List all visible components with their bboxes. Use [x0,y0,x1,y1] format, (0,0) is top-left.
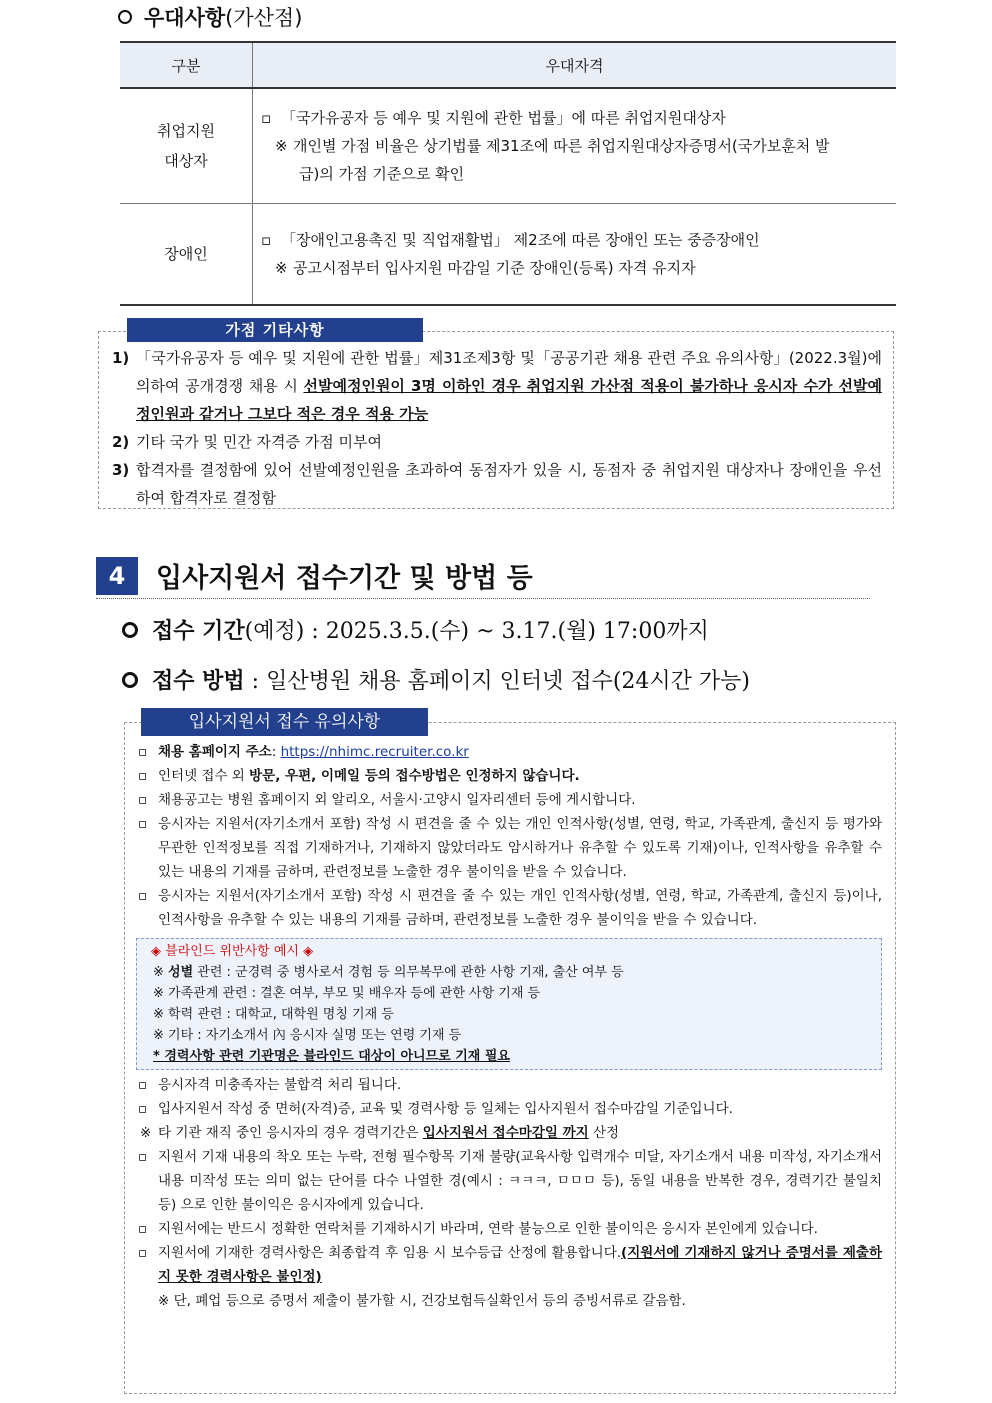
blind-mark: ※ [153,965,169,980]
period-label: 접수 기간 [152,619,245,644]
list-item [112,456,882,512]
item-text: 산정 [588,1125,620,1141]
qualification-main: ▫ 「장애인고용촉진 및 직업재활법」 제2조에 따른 장애인 또는 중증장애인 [259,226,890,254]
item-text: 인터넷 접수 외 [158,768,250,784]
blind-title: ◈ 블라인드 위반사항 예시 ◈ [151,944,314,959]
col-category-header: 구분 [120,42,253,88]
blind-item: ※ 기타 : 자기소개서 內 응시자 실명 또는 연령 기재 등 [153,1028,462,1043]
qualification-cell [253,204,897,306]
preference-heading-main: 우대사항 [144,6,226,30]
item-text: 지원서에 기재한 경력사항은 최종합격 후 임용 시 보수등급 산정에 활용합니다. [158,1245,622,1261]
list-item: ▫ 지원서에는 반드시 정확한 연락처를 기재하시기 바라며, 연락 불능으로 인한 불이익은 응시자 본인에게 있습니다. [136,1217,882,1241]
site-label: 채용 홈페이지 주소 [158,744,272,760]
list-item [136,1241,882,1289]
item-text: 「국가유공자 등 예우 및 지원에 관한 법률」제31조제3항 및「공공기관 채용 관련 주요 유의사항」(2022.3월)에 의하여 공개경쟁 채용 시 [136,349,882,395]
site-colon: : [271,744,281,760]
category-line: 장애인 [164,245,208,263]
method-label: 접수 방법 [152,669,245,694]
table-row [120,88,896,204]
notice-list [136,740,882,1313]
preference-heading-paren: (가산점) [225,6,303,30]
recruit-site-link[interactable]: https://nhimc.recruiter.co.kr [280,744,469,760]
list-item [112,344,882,428]
circle-bullet-icon [118,10,132,24]
circle-bullet-icon [122,672,138,688]
blind-example-box [136,938,882,1070]
list-item [136,1121,882,1145]
item-text-bold: 방문, 우편, 이메일 등의 접수방법은 인정하지 않습니다. [249,768,580,784]
list-item: ▫ 채용공고는 병원 홈페이지 외 알리오, 서울시·고양시 일자리센터 등에 게시합니다. [136,788,882,812]
category-line: 대상자 [164,152,208,170]
item-text: 합격자를 결정함에 있어 선발예정인원을 초과하여 동점자가 있을 시, 동점자 중 취업지원 대상자나 장애인을 우선하여 합격자로 결정함 [136,461,882,507]
table-row [120,204,896,306]
category-line: 취업지원 [157,122,215,140]
qualification-note-cont: 급)의 가점 기준으로 확인 [299,165,465,183]
notice-label: 입사지원서 접수 유의사항 [141,708,428,736]
col-qualification-header: 우대자격 [253,42,897,88]
extra-list [112,344,882,512]
blind-item: ※ 가족관계 관련 : 결혼 여부, 부모 및 배우자 등에 관한 사항 기재 등 [153,986,541,1001]
item-number: 1) [112,349,130,367]
application-period [122,614,709,645]
qualification-main: ▫ 「국가유공자 등 예우 및 지원에 관한 법률」에 따른 취업지원대상자 [259,104,890,132]
application-method [122,664,750,695]
section-title: 입사지원서 접수기간 및 방법 등 [156,563,533,594]
list-item [112,428,882,456]
list-item [136,740,882,764]
blind-item: ※ 학력 관련 : 대학교, 대학원 명칭 기재 등 [153,1007,394,1022]
list-item: ▫ 지원서 기재 내용의 착오 또는 누락, 전형 필수항목 기재 불량(교육사항 입력개수 미달, 자기소개서 내용 미작성, 자기소개서 내용 미작성 또는 의미 없는 단어를 다수 나열한 경(예시 : ㅋㅋㅋ, ㅁㅁㅁ 등), 동일 내용을 반복한 경우, 경력기간 불일치 등) 으로 인한 불이익은 응시자에게 있습니다. [136,1145,882,1217]
item-text-emphasis: 선발예정인원이 3명 이하인 경우 취업지원 가산점 적용이 불가하나 응시자 수가 선발예정인원과 같거나 그보다 적은 경우 적용 가능 [136,377,882,423]
section-divider [96,598,870,599]
item-text-emphasis: 입사지원서 접수마감일 까지 [422,1125,589,1141]
list-item: ▫ 입사지원서 작성 중 면허(자격)증, 교육 및 경력사항 등 일체는 입사지원서 접수마감일 기준입니다. [136,1097,882,1121]
list-item: ▫ 응시자는 지원서(자기소개서 포함) 작성 시 편견을 줄 수 있는 개인 인적사항(성별, 연령, 학교, 가족관계, 출신지 등)이나, 인적사항을 유추할 수 있는 내용의 기재를 금하며, 관련정보를 노출한 경우 불이익을 받을 수 있습니다. [136,884,882,932]
qualification-cell [253,88,897,204]
section-number-badge: 4 [96,557,138,595]
blind-bold: 성별 [168,965,194,980]
preference-table [120,41,896,306]
list-item: ▫ 응시자격 미충족자는 불합격 처리 됩니다. [136,1073,882,1097]
item-number: 2) [112,433,130,451]
qualification-note: ※ 공고시점부터 입사지원 마감일 기준 장애인(등록) 자격 유지자 [271,254,890,282]
category-cell [120,204,253,306]
blind-item [151,962,869,983]
item-text: 타 기관 재직 중인 응시자의 경우 경력기간은 [158,1125,423,1141]
blind-item-emphasis: * 경력사항 관련 기관명은 블라인드 대상이 아니므로 기재 필요 [153,1049,510,1064]
list-item: ※ 단, 폐업 등으로 증명서 제출이 불가할 시, 건강보험득실확인서 등의 증빙서류로 갈음함. [158,1293,686,1309]
period-value: (예정) : 2025.3.5.(수) ~ 3.17.(월) 17:00까지 [244,619,709,644]
item-number: 3) [112,461,130,479]
list-item [136,764,882,788]
method-value: : 일산병원 채용 홈페이지 인터넷 접수(24시간 가능) [244,669,750,694]
list-item: ▫ 응시자는 지원서(자기소개서 포함) 작성 시 편견을 줄 수 있는 개인 인적사항(성별, 연령, 학교, 가족관계, 출신지 등 평가와 무관한 인적정보를 직접 기재하거나, 기재하지 않았더라도 암시하거나 유추할 수 있도록 기재)이나, 인적사항을 유추할 수 있는 내용의 기재를 금하며, 관련정보를 노출한 경우 불이익을 받을 수 있습니다. [136,812,882,884]
item-text: 기타 국가 및 민간 자격증 가점 미부여 [136,433,382,451]
item-text-emphasis: (지원서에 기재하지 않거나 증명서를 제출하지 못한 경력사항은 불인정) [158,1245,882,1285]
circle-bullet-icon [122,622,138,638]
blind-text: 관련 : 군경력 중 병사로서 경험 등 의무복무에 관한 사항 기재, 출산 여부 등 [193,965,624,980]
extra-label: 가점 기타사항 [127,318,423,342]
qualification-note: ※ 개인별 가점 비율은 상기법률 제31조에 따른 취업지원대상자증명서(국가보훈처 발 [271,132,890,160]
preference-heading [118,2,302,32]
category-cell [120,88,253,204]
